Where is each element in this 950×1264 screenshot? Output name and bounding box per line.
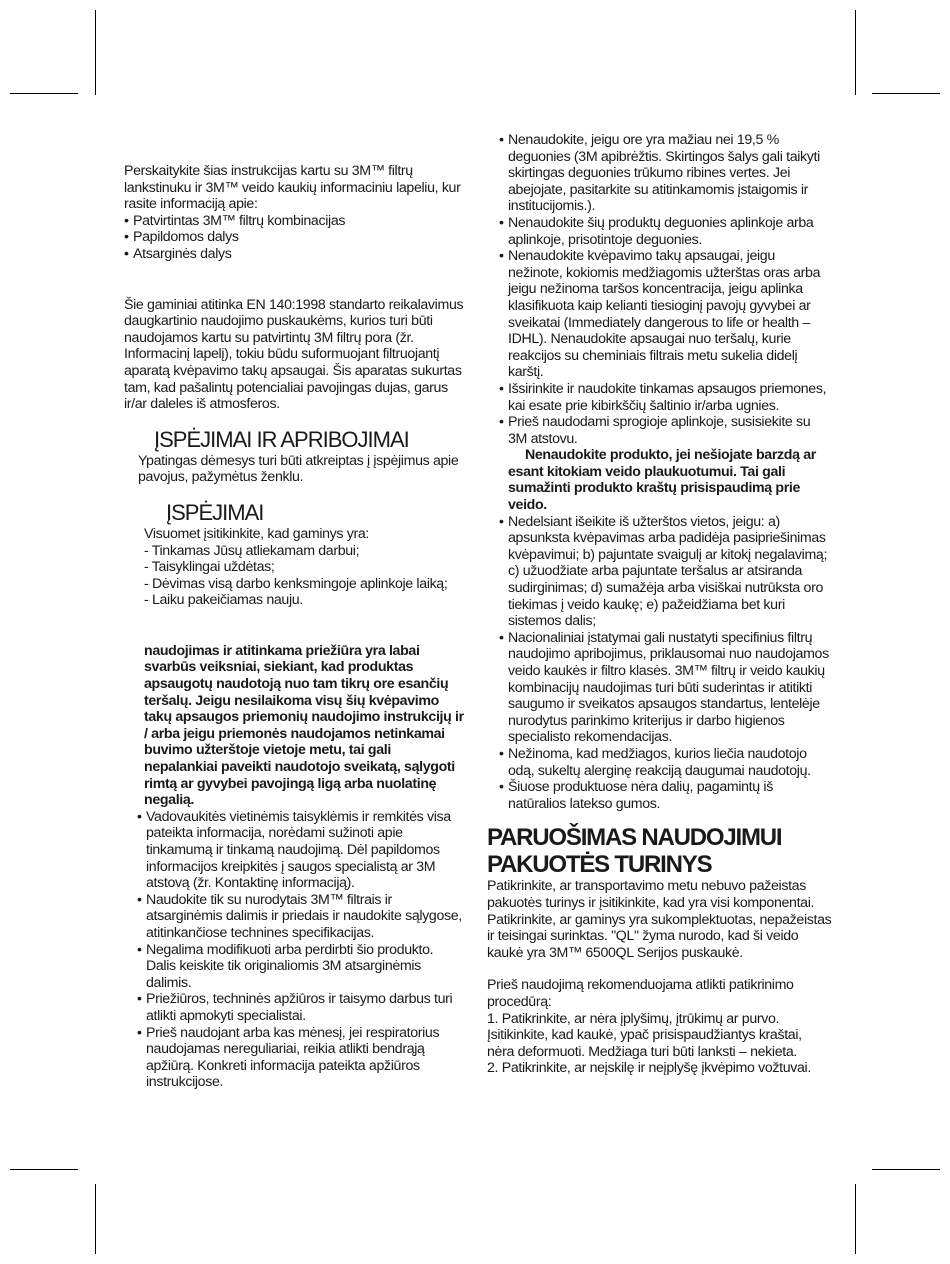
crop-mark: [10, 1169, 78, 1170]
standard-text: Šie gaminiai atitinka EN 140:1998 standarto reikalavimus daugkartinio naudojimo puskaukėms, kurios turi būti naudojamos kartu su patvirtintų 3M filtrų pora (žr. Informacinį lapelį), tokiu būdu suformuojant filtruojantį aparatą kvėpavimo takų apsaugai. Šis aparatas sukurtas tam, kad pašalintų potencialiai pavojingas dujas, garus ir/ar daleles iš atmosferos.: [124, 296, 464, 413]
crop-mark: [10, 93, 78, 94]
list-item: • Nenaudokite, jeigu ore yra mažiau nei 19,5 % deguonies (3M apibrėžtis. Skirtingos šalys gali taikyti skirtingas deguonies trūkumo ribines vertes. Jei abejojate, pasitarkite su atitinkamomis įstaigomis ir institucijomis.).: [499, 132, 832, 215]
list-item: • Nežinoma, kad medžiagos, kurios liečia naudotojo odą, sukeltų alerginę reakciją daugumai naudotojų.: [499, 746, 832, 779]
list-item: • Patvirtintas 3M™ filtrų kombinacijas: [124, 213, 464, 230]
package-contents-heading: PAKUOTĖS TURINYS: [487, 851, 712, 879]
list-item: • Atsarginės dalys: [124, 246, 464, 263]
usage-warning-paragraph: naudojimas ir atitinkama priežiūra yra labai svarbūs veiksniai, siekiant, kad produktas apsaugotų naudotoją nuo tam tikrų ore esančių teršalų. Jeigu nesilaikoma visų šių kvėpavimo takų apsaugos priemonių naudojimo instrukcijų ir / arba jeigu priemonės naudojamos netinkamai buvimo užterštoje vietoje metu, tai gali nepalankiai paveikti naudotojo sveikatą, sąlygoti rimtą ar gyvybei pavojingą ligą arba nuolatinę negalią.: [144, 642, 464, 809]
crop-mark: [872, 93, 940, 94]
check-intro: Prieš naudojimą rekomenduojama atlikti patikrinimo procedūrą:: [487, 977, 794, 1010]
list-item: • Nenaudokite šių produktų deguonies aplinkoje arba aplinkoje, prisotintoje deguonies.: [499, 215, 832, 248]
beard-warning: Nenaudokite produkto, jei nešiojate barzdą ar esant kitokiam veido plaukuotumui. Tai gali sumažinti produkto kraštų prisispaudimą prie veido.: [508, 447, 816, 514]
list-item: • Negalima modifikuoti arba perdirbti šio produkto. Dalis keiskite tik originaliomis 3M atsarginėmis dalimis.: [137, 942, 464, 992]
warnings-heading: ĮSPĖJIMAI IR APRIBOJIMAI: [154, 426, 409, 452]
crop-mark: [95, 10, 96, 95]
restriction-bullets: [499, 132, 832, 447]
list-item: • Priežiūros, techninės apžiūros ir taisymo darbus turi atlikti apmokyti specialistai.: [137, 991, 464, 1024]
list-item: • Nedelsiant išeikite iš užterštos vietos, jeigu: a) apsunksta kvėpavimas arba padidėja pasipriešinimas kvėpavimui; b) pajuntate svaigulį ar kitokį negalavimą; c) užuodžiate arba pajuntate teršalus ar atsiranda sudirginimas; d) sumažėja arba visiškai nutrūksta oro tiekimas į veido kaukę; e) pažeidžiama bet kuri sistemos dalis;: [499, 514, 832, 630]
preparation-heading: PARUOŠIMAS NAUDOJIMUI: [487, 824, 782, 852]
crop-mark: [95, 1184, 96, 1254]
check-step-2: 2. Patikrinkite, ar neįskilę ir neįplyšę įkvėpimo vožtuvai.: [487, 1060, 811, 1077]
left-column: [124, 163, 464, 1091]
warnings-note: Ypatingas dėmesys turi būti atkreiptas į įspėjimus apie pavojus, pažymėtus ženklu.: [138, 452, 459, 486]
list-item: • Prieš naudodami sprogioje aplinkoje, susisiekite su 3M atstovu.: [499, 414, 832, 447]
list-item: • Išsirinkite ir naudokite tinkamas apsaugos priemones, kai esate prie kibirkščių šaltinio ir/arba ugnies.: [499, 381, 832, 414]
list-item: - Dėvimas visą darbo kenksmingoje aplinkoje laiką;: [144, 575, 448, 592]
crop-mark: [855, 10, 856, 95]
always-intro: Visuomet įsitikinkite, kad gaminys yra:: [144, 525, 370, 542]
always-list: [144, 543, 464, 609]
intro-text: Perskaitykite šias instrukcijas kartu su 3M™ filtrų lankstinuku ir 3M™ veido kaukių informaciniu lapeliu, kur rasite informaciją apie:: [124, 163, 461, 213]
intro-list: [124, 213, 464, 263]
list-item: • Šiuose produktuose nėra dalių, pagamintų iš natūralios latekso gumos.: [499, 779, 832, 812]
list-item: • Papildomos dalys: [124, 229, 464, 246]
list-item: • Vadovaukitės vietinėmis taisyklėmis ir remkitės visa pateikta informacija, norėdami sužinoti apie tinkamumą ir tinkamą naudojimą. Dėl papildomos informacijos kreipkitės į saugos specialistą ar 3M atstovą (žr. Kontaktinę informaciją).: [137, 809, 464, 892]
crop-mark: [855, 1184, 856, 1254]
right-column: [487, 132, 832, 1077]
check-step-1: 1. Patikrinkite, ar nėra įplyšimų, įtrūkimų ar purvo. Įsitikinkite, kad kaukė, ypač prisispaudžiantys kraštai, nėra deformuoti. Medžiaga turi būti lanksti – nekieta.: [487, 1010, 802, 1060]
warning-heading: ĮSPĖJIMAI: [166, 499, 264, 525]
list-item: - Tinkamas Jūsų atliekamam darbui;: [144, 542, 360, 559]
list-item: • Prieš naudojant arba kas mėnesį, jei respiratorius naudojamas nereguliariai, reikia atlikti bendrąją apžiūrą. Konkreti informacija pateikta apžiūros instrukcijose.: [137, 1025, 464, 1091]
list-item: • Naudokite tik su nurodytais 3M™ filtrais ir atsarginėmis dalimis ir priedais ir naudokite sąlygose, atitinkančiose technines specifikacijas.: [137, 892, 464, 942]
package-text: Patikrinkite, ar transportavimo metu nebuvo pažeistas pakuotės turinys ir įsitikinkite, kad yra visi komponentai. Patikrinkite, ar gaminys yra sukomplektuotas, nepažeistas ir teisingai surinktas. "QL" žyma nurodo, kad ši veido kaukė yra 3M™ 6500QL Serijos puskaukė.: [487, 878, 832, 961]
list-item: - Taisyklingai uždėtas;: [144, 559, 275, 576]
exit-bullets: [499, 514, 832, 813]
list-item: • Nacionaliniai įstatymai gali nustatyti specifinius filtrų naudojimo apribojimus, priklausomai nuo naudojamos veido kaukės ir filtro klasės. 3M™ filtrų ir veido kaukių kombinacijų naudojimas turi būti suderintas ir atitikti saugumo ir sveikatos apsaugos standartus, lentelėje nurodytus parinkimo kriterijus ir darbo higienos specialisto rekomendacijas.: [499, 630, 832, 746]
list-item: - Laiku pakeičiamas nauju.: [144, 592, 303, 609]
warning-bullets: [137, 809, 464, 1091]
crop-mark: [872, 1169, 940, 1170]
list-item: • Nenaudokite kvėpavimo takų apsaugai, jeigu nežinote, kokiomis medžiagomis užterštas oras arba jeigu nežinoma taršos koncentracija, jeigu aplinka klasifikuota kaip kelianti tiesioginį pavojų gyvybei ar sveikatai (Immediately dangerous to life or health – IDHL). Nenaudokite apsaugai nuo teršalų, kurie reakcijos su cheminiais filtrais metu sukelia didelį karštį.: [499, 248, 832, 381]
